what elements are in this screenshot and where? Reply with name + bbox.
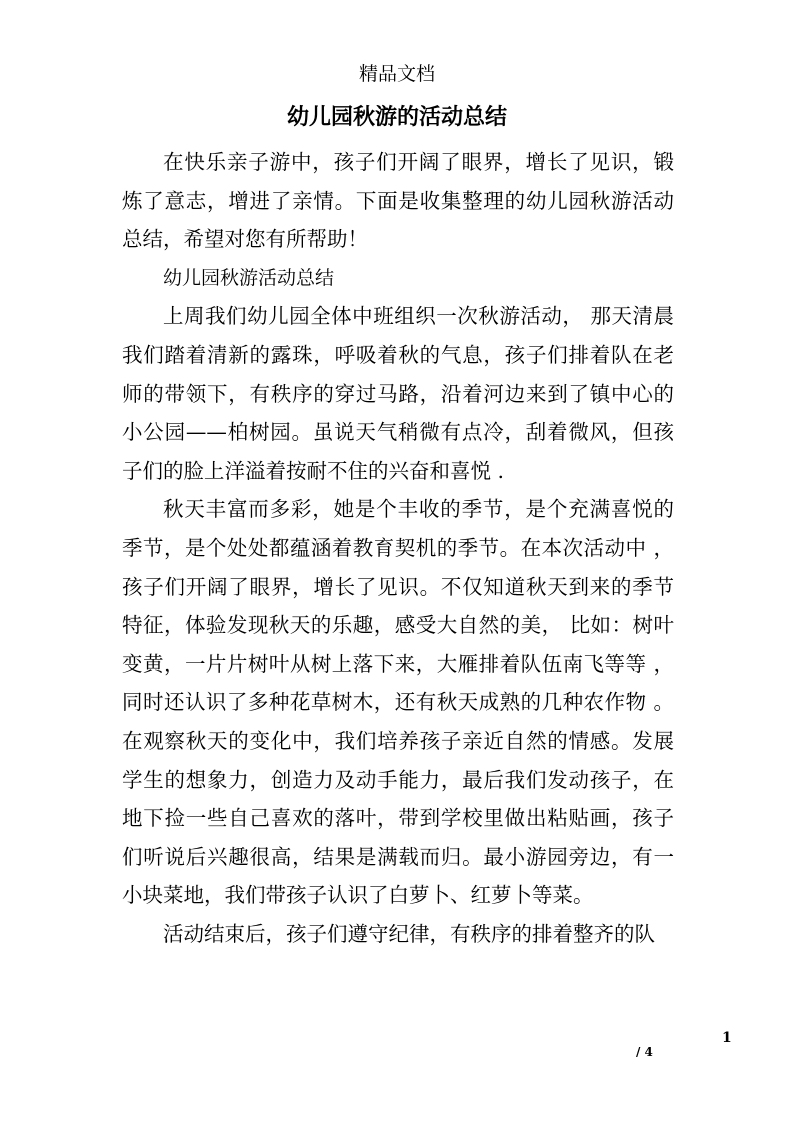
document-body bbox=[122, 143, 674, 953]
page-total: / 4 bbox=[636, 1045, 653, 1059]
body-paragraph: 秋天丰富而多彩，她是个丰收的季节，是个充满喜悦的季节，是个处处都蕴涵着教育契机的季节。在本次活动中 ，孩子们开阔了眼界，增长了见识。不仅知道秋天到来的季节特征，体验发现秋天的乐趣，感受大自然的美， 比如：树叶变黄，一片片树叶从树上落下来，大雁排着队伍南飞等等 ，同时还认识了多种花草树木，还有秋天成熟的几种农作物 。在观察秋天的变化中，我们培养孩子亲近自然的情感。发展学生的想象力，创造力及动手能力，最后我们发动孩子，在地下捡一些自己喜欢的落叶，带到学校里做出粘贴画，孩子们听说后兴趣很高，结果是满载而归。最小游园旁边，有一小块菜地，我们带孩子认识了白萝卜、红萝卜等菜。 bbox=[122, 497, 674, 908]
page-number: 1 bbox=[722, 1030, 732, 1046]
page-header: 精品文档 bbox=[358, 63, 435, 85]
body-paragraph: 活动结束后，孩子们遵守纪律，有秩序的排着整齐的队 bbox=[163, 921, 655, 946]
document-title: 幼儿园秋游的活动总结 bbox=[286, 104, 507, 130]
section-heading: 幼儿园秋游活动总结 bbox=[163, 266, 335, 289]
intro-paragraph: 在快乐亲子游中，孩子们开阔了眼界，增长了见识，锻炼了意志，增进了亲情。下面是收集整理的幼儿园秋游活动总结，希望对您有所帮助！ bbox=[122, 150, 674, 252]
body-paragraph: 上周我们幼儿园全体中班组织一次秋游活动， 那天清晨我们踏着清新的露珠，呼吸着秋的气息，孩子们排着队在老师的带领下，有秩序的穿过马路，沿着河边来到了镇中心的小公园——柏树园。虽说天气稍微有点冷，刮着微风，但孩子们的脸上洋溢着按耐不住的兴奋和喜悦 . bbox=[122, 304, 674, 483]
